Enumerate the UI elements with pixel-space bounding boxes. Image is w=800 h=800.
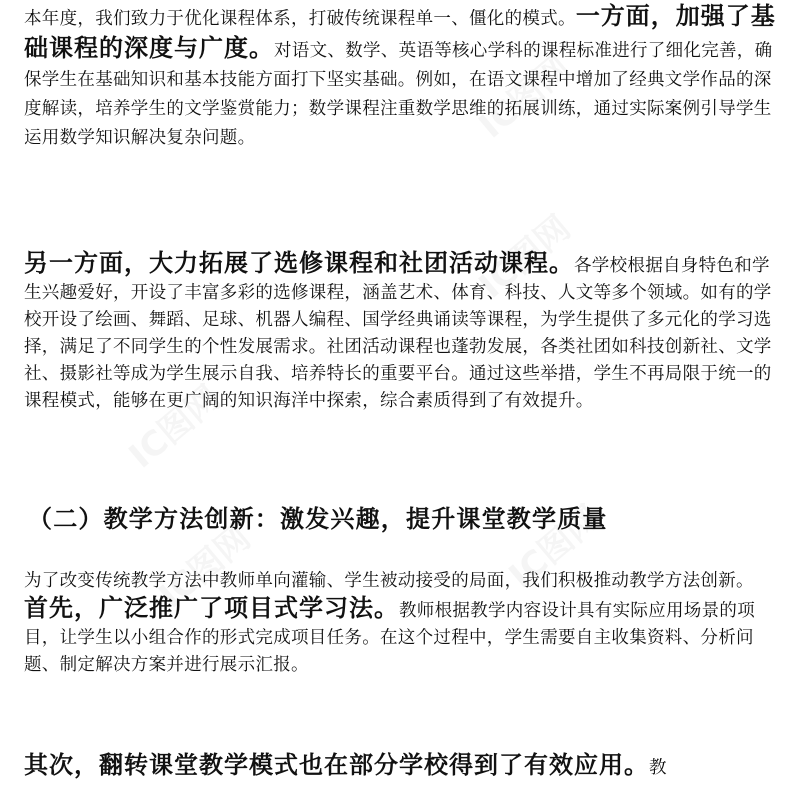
paragraph-text: 教师根据教学内容设计具有实际应用场景的项目，让学生以小组合作的形式完成项目任务。在这个过程中，学生需要自主收集资料、分析问题、制定解决方案并进行展示汇报。: [24, 601, 755, 675]
paragraph-text: 教: [649, 758, 667, 778]
paragraph-text: 为了改变传统教学方法中教师单向灌输、学生被动接受的局面，我们积极推动教学方法创新。: [24, 571, 754, 591]
paragraph-teaching-methods: [24, 568, 778, 679]
watermark: IC图网: [501, 497, 609, 597]
section-heading: （二）教学方法创新：激发兴趣，提升课堂教学质量: [28, 505, 608, 533]
watermark: IC图网: [121, 377, 229, 477]
watermark: IC图网: [471, 47, 579, 147]
paragraph-text: 对语文、数学、英语等核心学科的课程标准进行了细化完善，确保学生在基础知识和基本技能方面打下坚实基础。例如，在语文课程中增加了经典文学作品的深度解读，培养学生的文学鉴赏能力；数学课程注重数学思维的拓展训练，通过实际案例引导学生运用数学知识解决复杂问题。: [24, 41, 773, 148]
paragraph-lead: 首先，广泛推广了项目式学习法。: [24, 594, 399, 622]
watermark: IC图网: [471, 207, 579, 307]
paragraph-electives: [24, 250, 778, 415]
paragraph-lead: 另一方面，大力拓展了选修课程和社团活动课程。: [24, 249, 574, 277]
paragraph-text: 各学校根据自身特色和学生兴趣爱好，开设了丰富多彩的选修课程，涵盖艺术、体育、科技、人文等多个领域。如有的学校开设了绘画、舞蹈、足球、机器人编程、国学经典诵读等课程，为学生提供了多元化的学习选择，满足了不同学生的个性发展需求。社团活动课程也蓬勃发展，各类社团如科技创新社、文学社、摄影社等成为学生展示自我、培养特长的重要平台。通过这些举措，学生不再局限于统一的课程模式，能够在更广阔的知识海洋中探索，综合素质得到了有效提升。: [24, 256, 772, 411]
paragraph-lead: 其次，翻转课堂教学模式也在部分学校得到了有效应用。: [24, 751, 649, 779]
watermark: IC图网: [151, 517, 259, 617]
paragraph-curriculum-basics: [24, 2, 778, 153]
paragraph-text: 本年度，我们致力于优化课程体系，打破传统课程单一、僵化的模式。: [24, 9, 576, 29]
paragraph-lead: 一方面，加强了基础课程的深度与广度。: [24, 2, 776, 62]
paragraph-flipped-classroom: [24, 752, 778, 782]
